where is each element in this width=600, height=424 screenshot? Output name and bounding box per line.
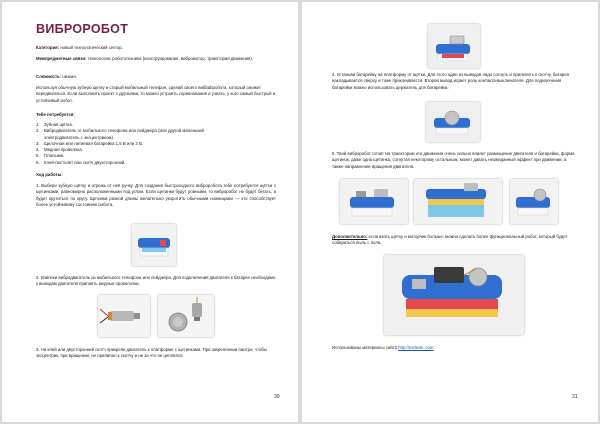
extra-paragraph	[332, 234, 578, 247]
extra-text: если взять щётку и моторчик больше, можно сделать более функциональный робот, который будет собираться пыль с пола.	[332, 234, 568, 246]
vibration-motor-image	[98, 295, 150, 337]
robot-side-image	[340, 179, 408, 224]
page-number-right: 31	[572, 394, 578, 400]
robot-photo-3	[510, 179, 558, 224]
extra-label: Дополнительно:	[332, 234, 368, 239]
step-3-text: 3. На клей или двусторонний скотч прикрепи двигатель к платформе с щетинками. При закреплении смотри, чтобы эксцентрик, при вращении, не прилипал к скотчу и ни за что не цеплялся.	[36, 347, 267, 359]
step-4-text: 4. Установи батарейку на платформу от щётки. Для этого один из выводов надо согнуть и прилепить к скотчу, батарея накладывается сверху и тоже приклеивается. Второй вывод играет роль контакта-выключателя. Для подключения батарейки можно использовать держатель для батарейки.	[332, 72, 569, 90]
step-1-text: 1. Выбери зубную щётку и отрежь от неё ручку. Для создания быстроходного виброробота тебе потребуется щётка с щетинками, равномерно расположенными под углом. Если щетинки будут ровными, то виброробот не будет бегать, а будет крутиться по кругу. Щетинки разной длины желательно укоротить обычными ножницами — это способствует более устойчивому состоянию робота.	[36, 183, 276, 207]
robot-bristles-image	[414, 179, 502, 224]
brush-with-battery-image	[428, 24, 480, 68]
motor-and-battery-image	[158, 295, 214, 337]
brush-battery-photo	[428, 24, 480, 68]
intro-paragraph: Используя обычную зубную щетку и старый мобильный телефон, сделай своего вибbabробота, который сможет передвигаться. Если выполнить проект с друзьями, то можно устроить соревнования и узнать, у кого самый быстрый и устойчивый робот.	[36, 85, 276, 103]
left-page	[2, 2, 298, 422]
list-item: 4. Медная проволока.	[36, 147, 83, 153]
links-label: Межпредметные связи:	[36, 56, 87, 61]
page-number-left: 30	[274, 394, 280, 400]
difficulty-text: низкая.	[61, 74, 77, 79]
page-title: ВИБРОРОБОТ	[36, 22, 129, 36]
list-item: 6. Клей-пистолет или скотч двухсторонний.	[36, 159, 126, 165]
steps-heading: Ход работы:	[36, 172, 63, 177]
category-line	[36, 45, 274, 51]
source-line	[332, 345, 578, 351]
category-label: Категория:	[36, 45, 60, 50]
battery-holder-photo	[426, 102, 480, 142]
list-item: 3. Щелочная или литиевая батарейка 1,5 В или 3 В.	[36, 140, 144, 146]
source-link[interactable]: http://mirlede..com	[398, 345, 434, 350]
materials-list	[36, 122, 236, 166]
list-item: 2. Вибродвигатель от мобильного телефона или пейджера (или другой маленький электродвигатель с эксцентриком).	[36, 128, 204, 140]
difficulty-label: Сложность:	[36, 74, 62, 79]
motor-photo-1	[98, 295, 150, 337]
list-item: 1. Зубная щётка.	[36, 122, 73, 127]
difficulty-line	[36, 74, 274, 80]
list-item: 5. Плальник.	[36, 153, 65, 159]
step-2-text: 2. Извлеки вибродвигатель из мобильного телефона или пейджера. Для подключения двигателя к батарее необходимо к выводам двигателя припаять медные проволочки.	[36, 275, 276, 287]
brush-head-image	[132, 224, 176, 266]
motor-photo-2	[158, 295, 214, 337]
robot-photo-2	[414, 179, 502, 224]
robot-top-image	[510, 179, 558, 224]
category-text: новый технологический сектор.	[59, 45, 124, 50]
links-line	[36, 56, 274, 62]
battery-mount-image	[426, 102, 480, 142]
robot-photo-1	[340, 179, 408, 224]
big-cleaning-robot-image	[384, 255, 524, 335]
links-text: технология, робототехника (конструирование, вибромотор, траектория движения).	[86, 56, 253, 61]
step-5-text: 5. Твой виброробот готов! На траекторию его движения очень сильно влияет размещение двигателя и батарейки, форма щетинок, даже одна щетинка, согнутая некоторому остальным, может давать неожиданный эффект при движении, а также направление вращения двигателя.	[332, 151, 575, 169]
right-page	[302, 2, 598, 422]
materials-heading: Тебе потребуется:	[36, 112, 75, 117]
big-robot-photo	[384, 255, 524, 335]
source-text: Использованы материалы сайта	[332, 345, 399, 350]
brush-head-photo	[132, 224, 176, 266]
